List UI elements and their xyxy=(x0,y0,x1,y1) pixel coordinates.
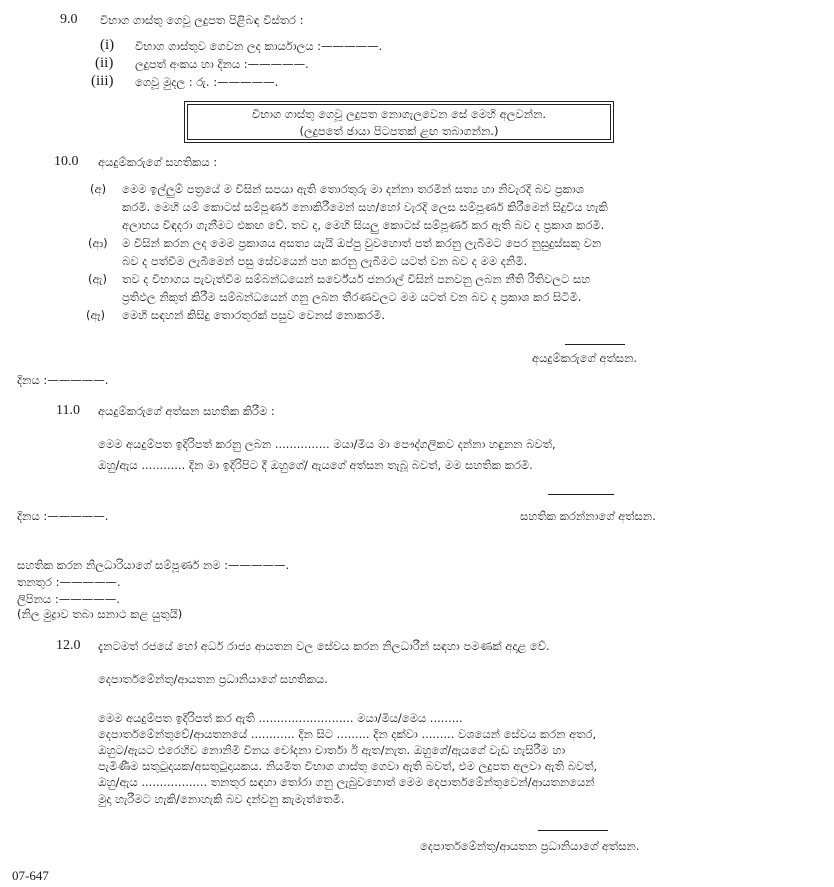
section-11-title: අයදුම්කරුගේ අත්සන සහතික කිරීම : xyxy=(98,404,275,418)
s10-date-field: දිනය :—————. xyxy=(17,373,109,387)
s12-statement-line-5: ඔහු/ඇය .................. තනතුර සඳහා තෝරා ගනු ලැබුවහොත් මෙම දෙපාර්තමේන්තුවෙන්/ආයතනයෙන් xyxy=(98,775,595,789)
applicant-signature-label: අයදුම්කරුගේ අත්සන. xyxy=(532,351,638,365)
s9-item-1-text: විභාග ගාස්තුව ගෙවන ලද කාර්යාලය :—————. xyxy=(135,39,383,53)
applicant-signature-line xyxy=(565,344,625,345)
s10-item-a-line-3: අලාභය විඳදරා ගැනීමට එකඟ වේ. තව ද, මෙහි සියලු කොටස් සම්පූර්ණ කර ඇති බව ද ප්‍රකාශ කරමි. xyxy=(122,218,605,232)
section-12-title: දැනටමත් රජයේ හෝ අර්ධ රාජ්‍ය ආයතන වල සේවය කරන නිලධාරීන් සඳහා පමණක් අදාළ වේ. xyxy=(98,639,550,653)
certifier-signature-line xyxy=(548,494,614,495)
s9-item-1-mark: (i) xyxy=(100,37,115,53)
s10-item-a-mark: (අ) xyxy=(90,182,107,196)
s9-item-3-text: ගෙවූ මුදල : රු. :—————. xyxy=(135,75,279,89)
s10-item-aee-line-1: මෙහි සඳහන් කිසිදු තොරතුරක් පසුව වෙනස් නොකරමි. xyxy=(122,308,386,322)
s10-item-aee-mark: (ඈ) xyxy=(86,308,105,322)
s10-item-aa-mark: (ආ) xyxy=(88,236,108,250)
certifier-signature-label: සහතික කරන්නාගේ අත්සන. xyxy=(520,509,656,523)
head-signature-line xyxy=(538,830,608,831)
s10-item-ae-mark: (ඇ) xyxy=(88,272,107,286)
head-signature-label: දෙපාර්තමේන්තු/ආයතන ප්‍රධානියාගේ අත්සන. xyxy=(420,839,640,853)
official-stamp-note: (නිල මුද්‍රාව තබා සනාථ කළ යුතුයි) xyxy=(17,607,183,621)
s12-statement-line-2: දෙපාර්තමේන්තුවේ/ආයතනයේ ............ දින සිට ......... දින දක්වා ......... වශයෙන් සේවය කරන අතර, xyxy=(98,727,597,741)
section-12-number: 12.0 xyxy=(56,638,81,653)
section-10-number: 10.0 xyxy=(54,154,79,169)
s9-item-2-text: ලදුපත් අංකය හා දිනය :—————. xyxy=(135,57,309,71)
certifying-officer-address-field: ලිපිනය :—————. xyxy=(17,592,120,606)
section-10-title: අයදුම්කරුගේ සහතිකය : xyxy=(98,155,218,169)
receipt-paste-box xyxy=(184,101,614,143)
section-9-number: 9.0 xyxy=(60,12,78,27)
receipt-box-line-2: (ලදුපතේ ඡායා පිටපතක් ළඟ තබාගන්න.) xyxy=(299,124,499,138)
s12-statement-line-3: ඔහුට/ඇයට එරෙහිව නොනිමි විනය චෝදනා චාර්තා ඊ ඇත/නැත. ඔහුගේ/ඇයගේ වැඩ හැසිරීම හා xyxy=(98,743,566,757)
s11-statement-line-1: මෙම අයදුම්පත ඉදිරිපත් කරනු ලබන ............... මයා/මිය මා පෞද්ගලිකව දන්නා හඳුනන බවත්, xyxy=(98,437,556,451)
section-9-title: විභාග ගාස්තු ගෙවූ ලදුපත පිළිබඳ විස්තර : xyxy=(100,13,304,27)
s12-statement-line-4: පැමිණීම සතුටුදායක/අසතුටුදායකය. නියමිත විභාග ගාස්තු ගෙවා ඇති බවත්, එම ලදුපත අලවා ඇති බවත්, xyxy=(98,759,598,773)
s9-item-2-mark: (ii) xyxy=(95,55,114,71)
section-11-number: 11.0 xyxy=(56,403,80,418)
receipt-box-line-1: විභාග ගාස්තු ගෙවූ ලදුපත නොගැලවෙන සේ මෙහි අලවන්න. xyxy=(251,107,547,121)
s10-item-aa-line-2: බව ද පත්වීම ලැබීමෙන් පසු සේවයෙන් පහ කරනු ලැබීමට යටත් වන බව ද මම දනිමි. xyxy=(122,254,528,268)
s10-item-a-line-2: කරමි. මෙහි යම් කොටස් සම්පූර්ණ නොකිරීමෙන් සහ/හෝ වැරදි ලෙස සම්පූර්ණ කිරීමෙන් සිදුවිය හැකි xyxy=(122,200,608,214)
certifying-officer-name-field: සහතික කරන නිලධාරියාගේ සම්පූර්ණ නම :—————. xyxy=(17,558,290,572)
s11-date-field: දිනය :—————. xyxy=(17,509,109,523)
s10-item-ae-line-2: ප්‍රතිඵල නිකුත් කිරීම සම්බන්ධයෙන් ගනු ලබන තීරණවලට මම යටත් වන බව ද ප්‍රකාශ කර සිටිමි. xyxy=(122,290,582,304)
s10-item-a-line-1: මෙම ඉල්ලුම් පත්‍රයේ ම විසින් සපයා ඇති තොරතුරු මා දන්නා තරමින් සත්‍ය හා නිවැරදි බව ප්‍රකාශ xyxy=(122,182,585,196)
s9-item-3-mark: (iii) xyxy=(91,73,114,89)
s10-item-aa-line-1: ම විසින් කරන ලද මෙම ප්‍රකාශය අසත්‍ය යැයි ඔප්පු වුවහොත් පත් කරනු ලැබීමට පෙර නුසුදුස්සකු වන xyxy=(122,236,602,250)
form-code: 07-647 xyxy=(12,868,49,883)
s12-statement-line-1: මෙම අයදුම්පත ඉදිරිපත් කර ඇති .......................... මයා/මිය/මෙය ......... xyxy=(98,711,463,725)
s10-item-ae-line-1: තව ද විභාගය පැවැත්වීම සම්බන්ධයෙන් සර්වේයර් ජනරාල් විසින් පනවනු ලබන නීති රීතිවලට සහ xyxy=(122,272,591,286)
certifying-officer-position-field: තනතුර :—————. xyxy=(17,575,121,589)
head-of-department-certificate-title: දෙපාර්තමේන්තු/ආයතන ප්‍රධානියාගේ සහතිකය. xyxy=(98,672,328,686)
s12-statement-line-6: මුදා හැරීමට හැකි/නොහැකි බව දන්වනු කැමැත්තෙමි. xyxy=(98,792,345,806)
s11-statement-line-2: ඔහු/ඇය ............ දින මා ඉදිරිපිට දී ඔහුගේ/ ඇයගේ අත්සන තැබූ බවත්, මම සහතික කරමි. xyxy=(98,458,533,472)
